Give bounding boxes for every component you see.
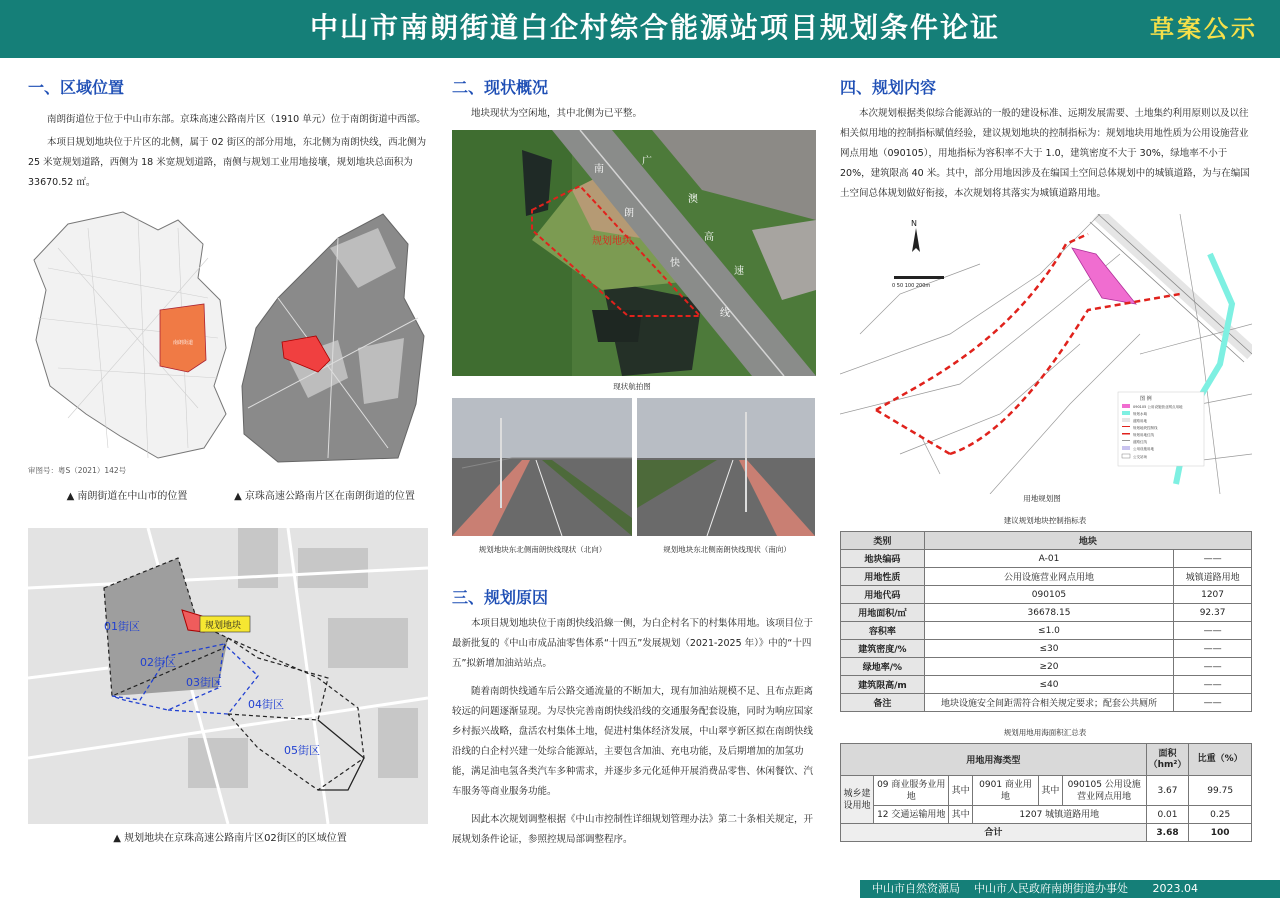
table-row	[841, 640, 1252, 658]
legend-title: 图 例	[1140, 396, 1152, 402]
aerial-road-char-2: 广	[642, 156, 652, 167]
cell: 0.25	[1189, 806, 1252, 824]
plan-para-1: 本次规划根据类似综合能源站的一般的建设标准、远期发展需要、土地集约利用原则以及以往相关似用地的控制指标赋值经验，建议规划地块的控制指标为：规划地块用地性质为公用设施营业网点用地（090105），用地指标为容积率不大于 1.0，建筑密度不大于 30%，绿地率不小于 20%，建筑限高 40 米。其中，部分用地因涉及在编国土空间总体规划中的城镇道路，为与在编国土空间总体规划做好衔接，本次规划将其落实为城镇道路用地。	[840, 108, 1250, 199]
row-value: 090105	[924, 586, 1173, 604]
reason-para-2: 随着南朗快线通车后公路交通流量的不断加大，现有加油站规模不足、且布点距离较远的问题逐渐显现。为尽快完善南朗快线沿线的交通服务配套设施，同时为响应国家乡村振兴战略，盘活农村集体土地，促进村集体经济发展，中山翠亨新区拟在南朗快线沿线的白企村兴建一处综合能源站，主要包含加油、充电功能，及后期增加的加氢功能，满足油电氢各类汽车多种需求，并逐步多元化延伸开展消费品零售、休闲餐饮、汽车服务等商业服务功能。	[452, 686, 814, 797]
legend-item-6: 道路红线	[1133, 440, 1147, 444]
total-label: 合计	[841, 824, 1147, 842]
table-row	[841, 658, 1252, 676]
table-header-row	[841, 532, 1252, 550]
cell: 99.75	[1189, 776, 1252, 806]
row-value-road: ——	[1174, 658, 1252, 676]
footer-bar	[848, 880, 1280, 898]
header-type: 用地用海类型	[841, 744, 1147, 776]
cell: 其中	[1039, 776, 1063, 806]
reason-para-3: 因此本次规划调整根据《中山市控制性详细规划管理办法》第二十条相关规定，开展规划条件论证，参照控规局部调整程序。	[452, 814, 814, 845]
aerial-road-char-1: 南	[594, 164, 604, 175]
header-ratio: 比重（%）	[1189, 744, 1252, 776]
cell: 1207 城镇道路用地	[972, 806, 1146, 824]
reason-para-1: 本项目规划地块位于南朗快线沿線一侧，为白企村名下的村集体用地。该项目位于最新批复的《中山市成品油零售体系“十四五”发展规划（2021-2025 年）》中的“十四五”拟新增加油站站点。	[452, 618, 814, 669]
legend-item-3: 道路用地	[1133, 419, 1147, 423]
table-header-plot: 地块	[924, 532, 1251, 550]
aerial-road-char-4: 澳	[688, 194, 698, 205]
table-row	[841, 550, 1252, 568]
row-value-road: 92.37	[1174, 604, 1252, 622]
header-area: 面积（hm²）	[1146, 744, 1189, 776]
district-label-03: 03街区	[186, 676, 222, 689]
table-row	[841, 604, 1252, 622]
row-value-road: 城镇道路用地	[1174, 568, 1252, 586]
row-value: A-01	[924, 550, 1173, 568]
row-value-road: ——	[1174, 550, 1252, 568]
legend-item-5: 规划用地红线	[1133, 433, 1154, 437]
district-map	[28, 528, 428, 824]
row-label: 用地代码	[841, 586, 925, 604]
district-label-04: 04街区	[248, 698, 284, 711]
table-row	[841, 806, 1252, 824]
row-label: 绿地率/%	[841, 658, 925, 676]
caption-left-map: ▲ 南朗街道在中山市的位置	[66, 491, 188, 502]
row-value: 36678.15	[924, 604, 1173, 622]
aerial-road-char-6: 高	[704, 232, 714, 243]
area-table-title: 规划用地用海面积汇总表	[1003, 728, 1087, 737]
status-para-1: 地块现状为空闲地，其中北侧为已平整。	[471, 108, 643, 119]
table-row-total	[841, 824, 1252, 842]
zhongshan-city-map	[28, 208, 233, 466]
section-heading-location: 一、区域位置	[28, 78, 125, 97]
row-value-road: 1207	[1174, 586, 1252, 604]
row-value: 公用设施营业网点用地	[924, 568, 1173, 586]
row-value-road: ——	[1174, 622, 1252, 640]
cell: 0.01	[1146, 806, 1189, 824]
aerial-plot-label: 规划地块	[592, 236, 632, 247]
nanlang-label: 南朗街道	[173, 340, 194, 346]
district-label-01: 01街区	[104, 620, 140, 633]
draft-stamp: 草案公示	[1150, 15, 1258, 43]
table-row	[841, 622, 1252, 640]
row-label: 地块编码	[841, 550, 925, 568]
legend-item-1: 090105 公用设施营业网点用地	[1133, 405, 1183, 409]
footer-text: 中山市自然资源局 中山市人民政府南朗街道办事处 2023.04	[872, 882, 1198, 895]
table-row	[841, 568, 1252, 586]
cell: 12 交通运输用地	[874, 806, 949, 824]
legend-item-7: 公用设施用地	[1133, 447, 1154, 451]
district-label-02: 02街区	[140, 656, 176, 669]
aerial-road-char-8: 线	[720, 308, 730, 319]
cell: 其中	[949, 806, 973, 824]
aerial-road-char-7: 速	[734, 266, 744, 277]
landuse-map-caption: 用地规划图	[1023, 494, 1061, 503]
section-heading-reason: 三、规划原因	[452, 588, 549, 607]
row-label: 建筑密度/%	[841, 640, 925, 658]
row-value-road: ——	[1174, 640, 1252, 658]
legend-item-8: 公交站场	[1133, 455, 1147, 459]
note-label: 备注	[841, 694, 925, 712]
control-table-title: 建议规划地块控制指标表	[1003, 516, 1087, 525]
control-index-table	[840, 531, 1252, 712]
plot-callout-text: 规划地块	[205, 621, 242, 631]
district-label-05: 05街区	[284, 744, 320, 757]
row-value: ≤1.0	[924, 622, 1173, 640]
caption-district-map: ▲ 规划地块在京珠高速公路南片区02街区的区域位置	[113, 833, 347, 844]
aerial-road-char-3: 朗	[624, 208, 634, 219]
area-summary-table	[840, 743, 1252, 842]
road-photo-south-caption: 规划地块东北侧南朗快线现状（南向）	[663, 545, 791, 554]
row-value: ≤40	[924, 676, 1173, 694]
row-label: 建筑限高/m	[841, 676, 925, 694]
row-value: ≥20	[924, 658, 1173, 676]
total-area: 3.68	[1146, 824, 1189, 842]
cell: 090105 公用设施营业网点用地	[1062, 776, 1146, 806]
aerial-photo	[452, 130, 816, 376]
group-label: 城乡建设用地	[841, 776, 874, 824]
area-table-header	[841, 744, 1252, 776]
header-bar	[0, 0, 1280, 58]
aerial-caption: 现状航拍图	[613, 382, 651, 391]
table-row-note	[841, 694, 1252, 712]
legend-item-4: 规划地块控制线	[1133, 426, 1158, 430]
cell: 0901 商业用地	[972, 776, 1038, 806]
aerial-road-char-5: 快	[670, 258, 680, 269]
road-photo-north-caption: 规划地块东北侧南朗快线现状（北向）	[478, 545, 607, 554]
table-header-category: 类别	[841, 532, 925, 550]
table-row	[841, 776, 1252, 806]
section-heading-plan: 四、规划内容	[840, 78, 937, 97]
cell: 3.67	[1146, 776, 1189, 806]
section-heading-status: 二、现状概况	[452, 78, 549, 97]
north-arrow-label: N	[911, 219, 917, 228]
landuse-plan-map	[840, 214, 1252, 494]
total-ratio: 100	[1189, 824, 1252, 842]
row-value-road: ——	[1174, 676, 1252, 694]
row-label: 用地性质	[841, 568, 925, 586]
table-row	[841, 676, 1252, 694]
scale-bar-label: 0 50 100 200m	[892, 283, 931, 289]
row-label: 用地面积/㎡	[841, 604, 925, 622]
table-row	[841, 586, 1252, 604]
note-text: 地块设施安全间距需符合相关规定要求；配套公共厕所	[924, 694, 1173, 712]
map-approval-number: 审图号：粤S（2021）142号	[28, 466, 127, 475]
legend-item-2: 规划水域	[1133, 412, 1147, 416]
road-photo-north	[452, 398, 632, 536]
caption-right-map: ▲ 京珠高速公路南片区在南朗街道的位置	[234, 491, 415, 502]
cell: 其中	[949, 776, 973, 806]
location-para-1: 南朗街道位于位于中山市东部。京珠高速公路南片区（1910 单元）位于南朗街道中西部。	[47, 114, 426, 125]
road-photo-south	[637, 398, 815, 536]
page-title: 中山市南朗街道白企村综合能源站项目规划条件论证	[309, 11, 1000, 44]
cell: 09 商业服务业用地	[874, 776, 949, 806]
row-value: ≤30	[924, 640, 1173, 658]
nanlang-street-map	[238, 208, 433, 466]
row-label: 容积率	[841, 622, 925, 640]
note-extra: ——	[1174, 694, 1252, 712]
location-para-2: 本项目规划地块位于片区的北侧，属于 02 街区的部分用地，东北侧为南朗快线，西北侧为 25 米宽规划道路，西侧为 18 米宽规划道路，南侧与规划工业用地接壤，规划地块总面积为 33670.52 ㎡。	[28, 137, 427, 188]
